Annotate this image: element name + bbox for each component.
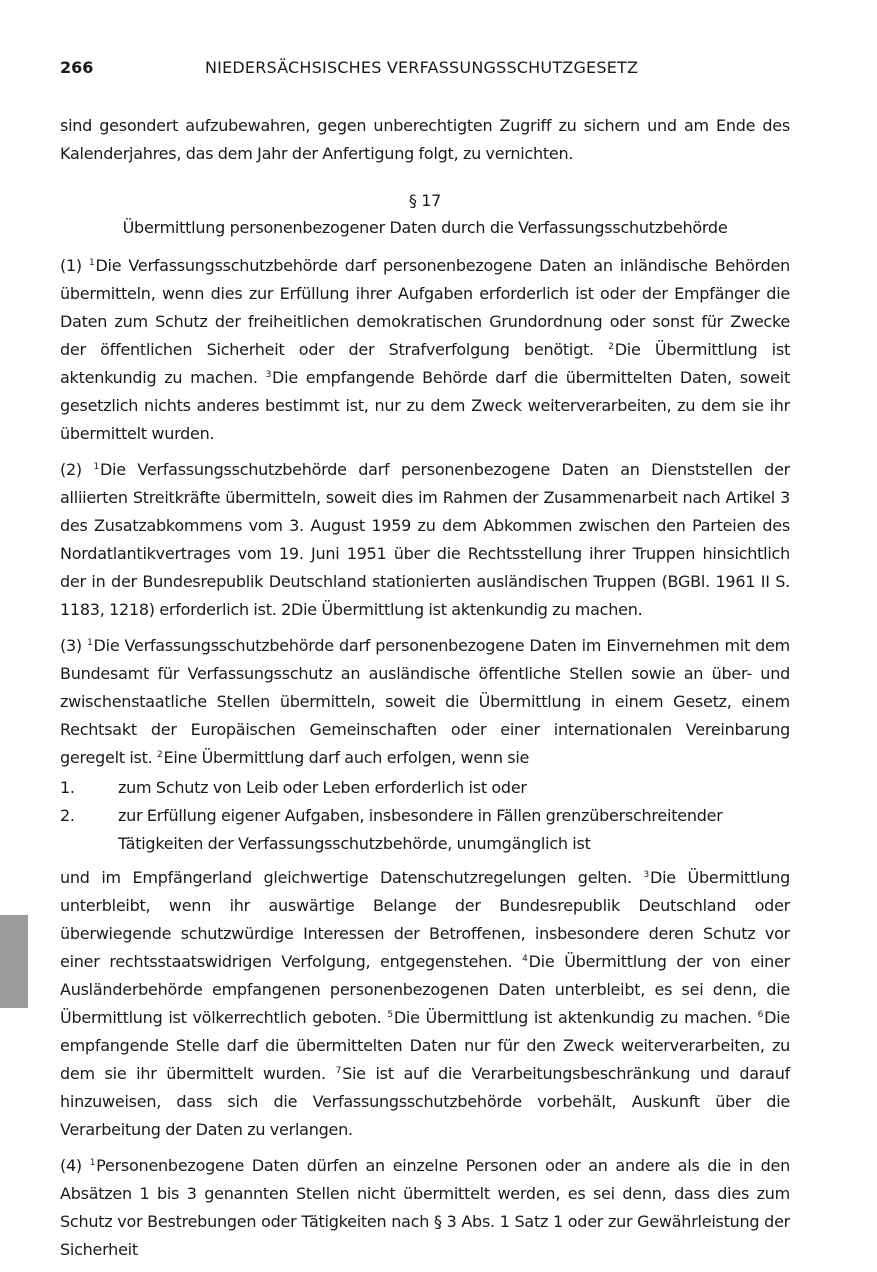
sentence-number: 3 — [643, 870, 649, 880]
sentence-number: 1 — [89, 1158, 96, 1168]
sentence: Die Verfassungsschutzbehörde darf personenbezogene Daten im Einvernehmen mit dem Bundesamt für Verfassungsschutz an ausländische öffentliche Stellen sowie an über- und zwischenstaatliche Stellen übermitteln, soweit die Übermittlung in einem Gesetz, einem Rechtsakt der Europäischen Gemeinschaften oder einer internationalen Vereinbarung geregelt ist. — [60, 636, 790, 767]
numbered-list — [60, 774, 790, 858]
sentence-number: 1 — [87, 638, 93, 648]
page-number: 266 — [60, 58, 94, 77]
section-title: Übermittlung personenbezogener Daten durch die Verfassungsschutzbehörde — [122, 218, 728, 237]
paragraph-label: (1) — [60, 256, 82, 275]
paragraph-3 — [60, 632, 790, 772]
sentence: Die empfangende Behörde darf die übermittelten Daten, soweit gesetzlich nichts anderes bestimmt ist, nur zu dem Zweck weiterverarbeiten, zu dem sie ihr übermittelt wurden. — [60, 368, 790, 443]
paragraph-label: (4) — [60, 1156, 82, 1175]
page-header — [60, 55, 820, 81]
sentence: Personenbezogene Daten dürfen an einzelne Personen oder an andere als die in den Absätzen 1 bis 3 genannten Stellen nicht übermittelt werden, es sei denn, dass dies zum Schutz vor Bestrebungen oder Tätigkeiten nach § 3 Abs. 1 Satz 1 oder zur Gewährleistung der Sicherheit — [60, 1156, 790, 1259]
sentence-number: 1 — [93, 462, 99, 472]
sentence-number: 7 — [335, 1066, 342, 1076]
sentence: Die Übermittlung ist aktenkundig zu machen. — [60, 340, 790, 387]
list-item-text: zum Schutz von Leib oder Leben erforderlich ist oder — [118, 778, 527, 797]
paragraph-4 — [60, 1152, 790, 1264]
sentence: Die Übermittlung unterbleibt, wenn ihr auswärtige Belange der Bundesrepublik Deutschland oder überwiegende schutzwürdige Interessen der Betroffenen, insbesondere deren Schutz vor einer rechtsstaatswidrigen Verfolgung, entgegenstehen. — [60, 868, 790, 971]
sentence-number: 6 — [757, 1010, 764, 1020]
sentence-number: 4 — [522, 954, 528, 964]
continuation-paragraph: sind gesondert aufzubewahren, gegen unberechtigten Zugriff zu sichern und am Ende des Kalenderjahres, das dem Jahr der Anfertigung folgt, zu vernichten. — [60, 116, 790, 163]
paragraph-2 — [60, 456, 790, 624]
sentence-number: 5 — [387, 1010, 393, 1020]
list-item-number: 2. — [60, 806, 75, 825]
paragraph-label: (2) — [60, 460, 82, 479]
sentence-number: 1 — [89, 258, 95, 268]
paragraph-3-continued — [60, 864, 790, 1144]
list-item — [60, 774, 790, 802]
sentence: Eine Übermittlung darf auch erfolgen, wenn sie — [163, 748, 530, 767]
sentence: Die empfangende Stelle darf die übermittelten Daten nur für den Zweck weiterverarbeiten, zu dem sie ihr übermittelt wurden. — [60, 1008, 790, 1083]
thumb-index-tab — [0, 915, 28, 1008]
section-number: § 17 — [408, 191, 442, 210]
sentence: Die Übermittlung ist aktenkundig zu machen. — [393, 1008, 752, 1027]
sentence: Die Übermittlung der von einer Ausländerbehörde empfangenen personenbezogenen Daten unterbleibt, es sei denn, die Übermittlung ist völkerrechtlich geboten. — [60, 952, 790, 1027]
sentence-number: 2 — [608, 342, 614, 352]
list-item-number: 1. — [60, 778, 75, 797]
list-item-text: zur Erfüllung eigener Aufgaben, insbesondere in Fällen grenzüberschreitender Tätigkeiten der Verfassungsschutzbehörde, unumgänglich ist — [118, 806, 723, 853]
running-title: NIEDERSÄCHSISCHES VERFASSUNGSSCHUTZGESETZ — [205, 58, 639, 77]
sentence: Die Verfassungsschutzbehörde darf personenbezogene Daten an Dienststellen der alliierten Streitkräfte übermitteln, soweit dies im Rahmen der Zusammenarbeit nach Artikel 3 des Zusatzabkommens vom 3. August 1959 zu dem Abkommen zwischen den Parteien des Nordatlantikvertrages vom 19. Juni 1951 über die Rechtsstellung ihrer Truppen hinsichtlich der in der Bundesrepublik Deutschland stationierten ausländischen Truppen (BGBl. 1961 II S. 1183, 1218) erforderlich ist. 2Die Übermittlung ist aktenkundig zu machen. — [60, 460, 790, 619]
sentence-number: 3 — [265, 370, 272, 380]
sentence: Die Verfassungsschutzbehörde darf personenbezogene Daten an inländische Behörden übermitteln, wenn dies zur Erfüllung ihrer Aufgaben erforderlich ist oder der Empfänger die Daten zum Schutz der freiheitlichen demokratischen Grundordnung oder sonst für Zwecke der öffentlichen Sicherheit oder der Strafverfolgung benötigt. — [60, 256, 790, 359]
sentence: Sie ist auf die Verarbeitungsbeschränkung und darauf hinzuweisen, dass sich die Verfassungsschutzbehörde vorbehält, Auskunft über die Verarbeitung der Daten zu verlangen. — [60, 1064, 790, 1139]
list-item — [60, 802, 790, 858]
paragraph-1 — [60, 252, 790, 448]
page-content — [60, 112, 790, 1272]
sentence-number: 2 — [157, 750, 163, 760]
paragraph-label: (3) — [60, 636, 82, 655]
sentence: und im Empfängerland gleichwertige Datenschutzregelungen gelten. — [60, 868, 632, 887]
